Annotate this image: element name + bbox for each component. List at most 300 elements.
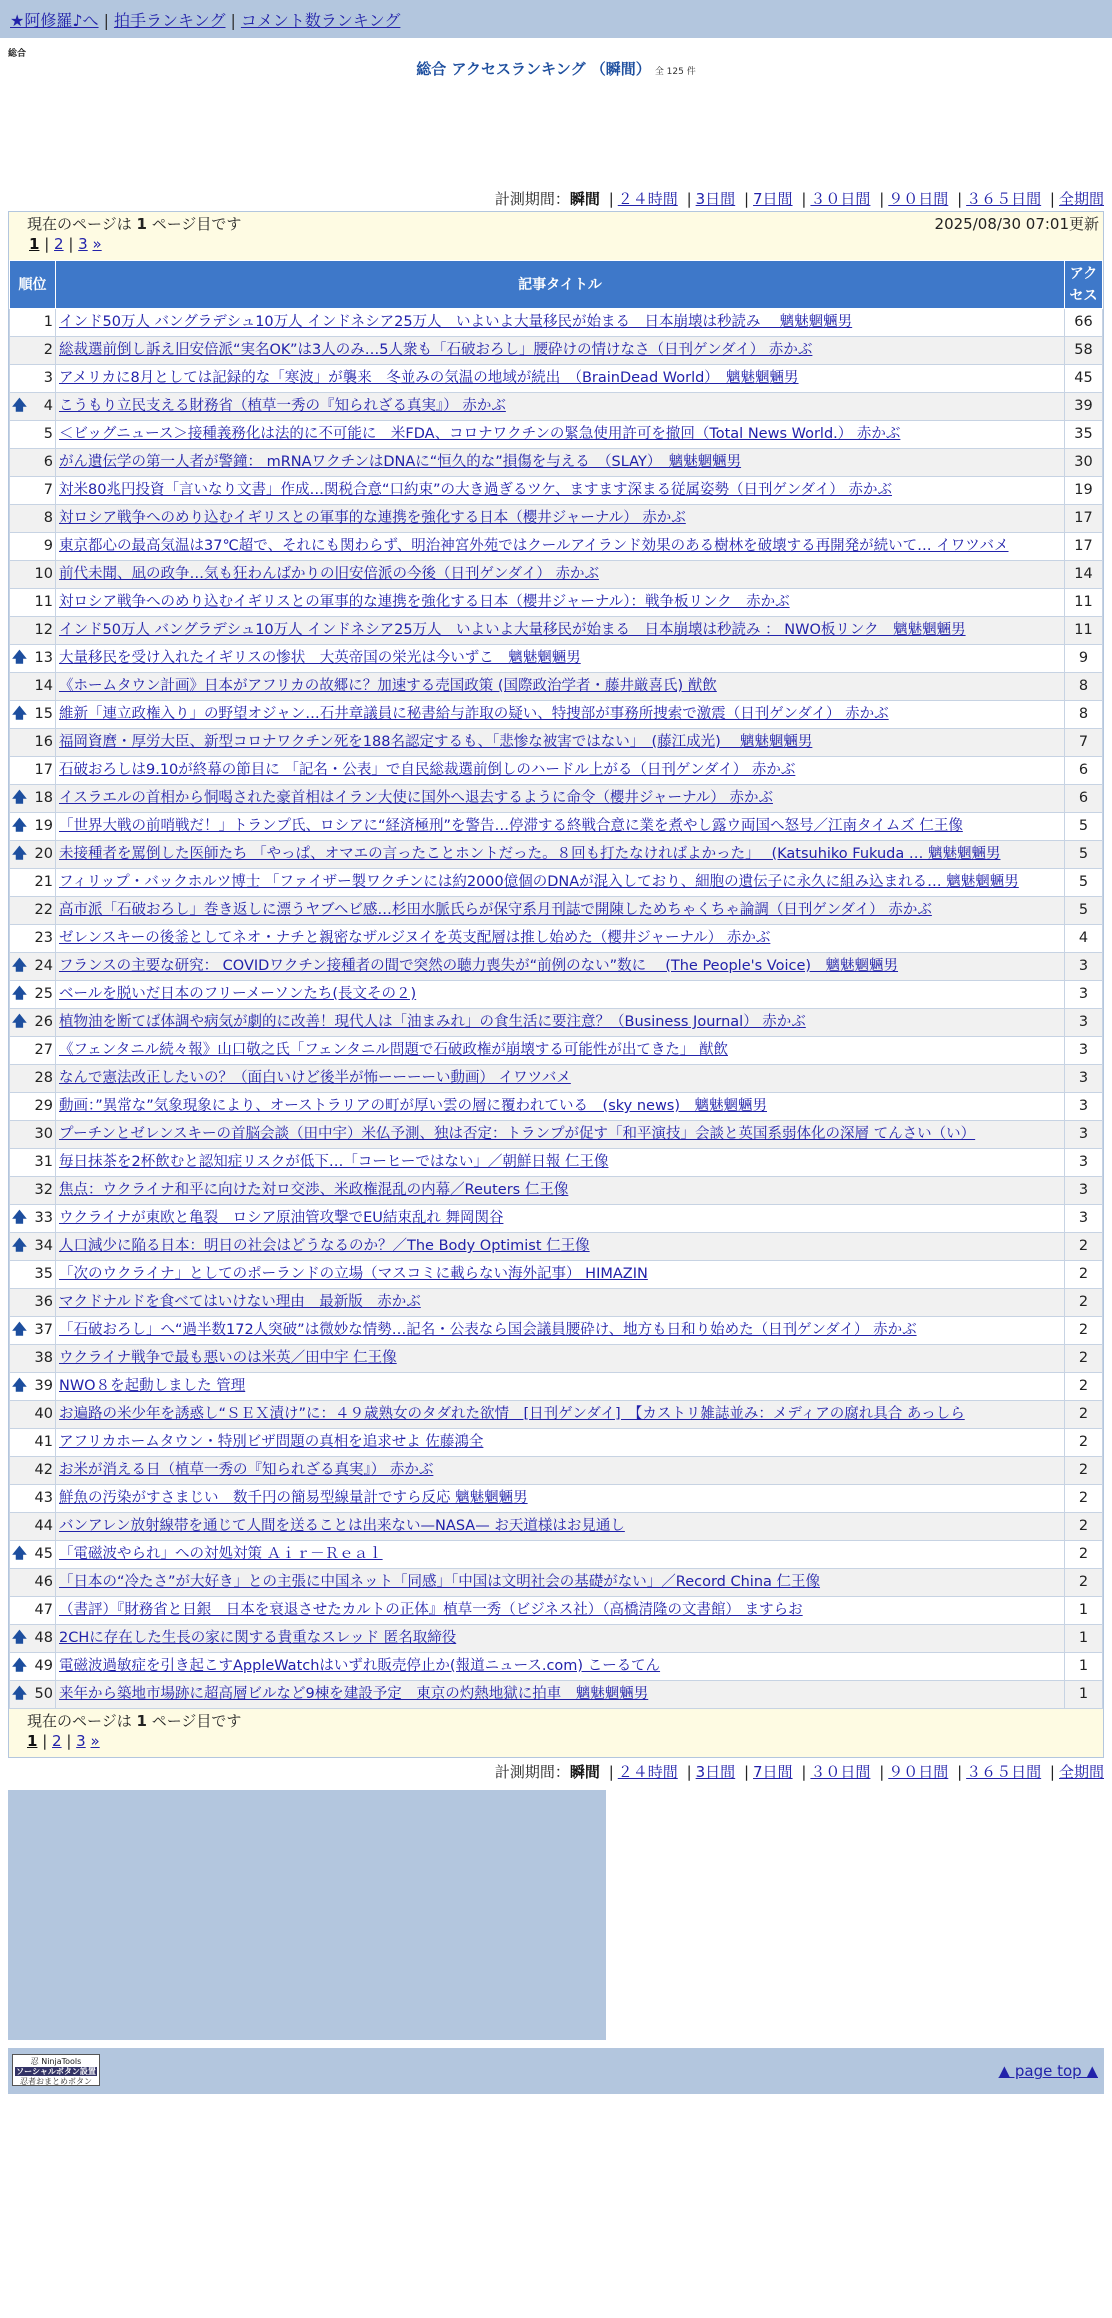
rank-number: 2 [43, 342, 53, 358]
rank-cell [10, 617, 56, 645]
period-24h-bottom[interactable]: ２４時間 [617, 1763, 678, 1781]
access-count: 5 [1065, 841, 1103, 869]
rank-cell [10, 1401, 56, 1429]
access-count: 17 [1065, 505, 1103, 533]
access-count: 3 [1065, 1093, 1103, 1121]
period-selector-top: 計測期間：瞬間 | ２４時間 | 3日間 | 7日間 | ３０日間 | ９０日間 | ３６５日間 | 全期間 [494, 190, 1104, 208]
article-link[interactable]: 来年から築地市場跡に超高層ビルなど9棟を建設予定 東京の灼熱地獄に拍車 魑魅魍魎男 [59, 1686, 649, 1702]
rank-cell [10, 869, 56, 897]
table-row [10, 1093, 1103, 1121]
rank-cell [10, 1289, 56, 1317]
rank-number: 36 [34, 1294, 53, 1310]
title-cell [56, 1457, 1065, 1485]
table-row [10, 1513, 1103, 1541]
ad-banner[interactable] [8, 1790, 606, 2040]
column-rank: 順位 [10, 261, 56, 309]
access-count: 5 [1065, 897, 1103, 925]
page-links-bottom: 1 | 2 | 3 » [27, 1732, 100, 1750]
rank-cell [10, 981, 56, 1009]
article-link[interactable]: ウクライナ戦争で最も悪いのは米英／田中宇 仁王像 [59, 1350, 397, 1366]
title-cell [56, 1149, 1065, 1177]
table-row [10, 757, 1103, 785]
table-row [10, 1373, 1103, 1401]
article-link[interactable]: 対ロシア戦争へのめり込むイギリスとの軍事的な連携を強化する日本（櫻井ジャーナル） 赤かぶ [59, 510, 686, 526]
rank-cell [10, 1513, 56, 1541]
rank-number: 11 [34, 594, 53, 610]
article-link[interactable]: NWO８を起動しました 管理 [59, 1378, 246, 1394]
table-row [10, 1345, 1103, 1373]
table-row [10, 1261, 1103, 1289]
column-title: 記事タイトル [56, 261, 1065, 309]
article-link[interactable]: ベールを脱いだ日本のフリーメーソンたち(長文その２) [59, 986, 417, 1002]
rank-number: 44 [34, 1518, 53, 1534]
table-row [10, 1065, 1103, 1093]
rank-number: 28 [34, 1070, 53, 1086]
title-cell [56, 1429, 1065, 1457]
title-cell [56, 589, 1065, 617]
table-row [10, 617, 1103, 645]
period-24h[interactable]: ２４時間 [617, 190, 678, 208]
table-row [10, 897, 1103, 925]
rank-cell [10, 729, 56, 757]
article-link[interactable]: 電磁波過敏症を引き起こすAppleWatchはいずれ販売停止か(報道ニュース.com) こーるてん [59, 1658, 661, 1674]
article-link[interactable]: 「電磁波やられ」への対処対策 Ａｉｒ－Ｒｅａｌ [59, 1546, 383, 1562]
article-link[interactable]: 未接種者を罵倒した医師たち 「やっぱ、オマエの言ったことホントだった。８回も打たなければよかった」 (Katsuhiko Fukuda … 魑魅魍魎男 [59, 846, 1001, 862]
article-link[interactable]: 焦点：ウクライナ和平に向けた対ロ交渉、米政権混乱の内幕／Reuters 仁王像 [59, 1182, 569, 1198]
article-link[interactable]: 対ロシア戦争へのめり込むイギリスとの軍事的な連携を強化する日本（櫻井ジャーナル）：戦争板リンク 赤かぶ [59, 594, 790, 610]
article-link[interactable]: バンアレン放射線帯を通じて人間を送ることは出来ない—NASA— お天道様はお見通し [59, 1518, 625, 1534]
article-link[interactable]: プーチンとゼレンスキーの首脳会談（田中宇）米仏予測、独は否定：トランプが促す「和平演技」会談と英国系弱体化の深層 てんさい（い） [59, 1126, 976, 1142]
rank-up-icon: 🡅 [12, 790, 27, 806]
article-link[interactable]: 鮮魚の汚染がすさまじい 数千円の簡易型線量計ですら反応 魑魅魍魎男 [59, 1490, 528, 1506]
rank-cell [10, 421, 56, 449]
table-row [10, 365, 1103, 393]
period-all[interactable]: 全期間 [1058, 190, 1104, 208]
title-cell [56, 729, 1065, 757]
article-link[interactable]: ウクライナが東欧と亀裂 ロシア原油管攻撃でEU結束乱れ 舞岡関谷 [59, 1210, 504, 1226]
period-90d-bottom[interactable]: ９０日間 [888, 1763, 949, 1781]
period-all-bottom[interactable]: 全期間 [1058, 1763, 1104, 1781]
title-cell [56, 1317, 1065, 1345]
access-count: 2 [1065, 1401, 1103, 1429]
table-header-row [10, 261, 1103, 309]
access-count: 8 [1065, 673, 1103, 701]
rank-cell [10, 477, 56, 505]
article-link[interactable]: 高市派「石破おろし」巻き返しに漂うヤブヘビ感…杉田水脈氏らが保守系月刊誌で開陳しためちゃくちゃ論調（日刊ゲンダイ） 赤かぶ [59, 902, 932, 918]
ninja-line-2: ソーシャルボタン設置 [16, 2067, 96, 2076]
rank-number: 48 [34, 1630, 53, 1646]
article-link[interactable]: 石破おろしは9.10が終幕の節目に 「記名・公表」で自民総裁選前倒しのハードル上がる（日刊ゲンダイ） 赤かぶ [59, 762, 796, 778]
access-count: 4 [1065, 925, 1103, 953]
table-row [10, 505, 1103, 533]
rank-cell [10, 1317, 56, 1345]
access-count: 45 [1065, 365, 1103, 393]
rank-cell [10, 533, 56, 561]
article-link[interactable]: 維新「連立政権入り」の野望オジャン…石井章議員に秘書給与詐取の疑い、特捜部が事務所捜索で激震（日刊ゲンダイ） 赤かぶ [59, 706, 889, 722]
article-link[interactable]: 「石破おろし」へ“過半数172人突破”は微妙な情勢…記名・公表なら国会議員腰砕け、地方も日和り始めた（日刊ゲンダイ） 赤かぶ [59, 1322, 917, 1338]
access-count: 35 [1065, 421, 1103, 449]
rank-up-icon: 🡅 [12, 958, 27, 974]
access-count: 14 [1065, 561, 1103, 589]
period-7d[interactable]: 7日間 [753, 190, 793, 208]
table-row [10, 449, 1103, 477]
title-cell [56, 1009, 1065, 1037]
table-row [10, 1681, 1103, 1709]
rank-number: 18 [34, 790, 53, 806]
table-row [10, 785, 1103, 813]
article-link[interactable]: 「世界大戦の前哨戦だ！」トランプ氏、ロシアに“経済極刑”を警告…停滞する終戦合意に業を煮やし露ウ両国へ怒号／江南タイムズ 仁王像 [59, 818, 963, 834]
access-count: 7 [1065, 729, 1103, 757]
page-1-link[interactable]: 1 [29, 235, 40, 253]
article-link[interactable]: お米が消える日（植草一秀の『知られざる真実』） 赤かぶ [59, 1462, 434, 1478]
article-link[interactable]: ＜ビッグニュース＞接種義務化は法的に不可能に 米FDA、コロナワクチンの緊急使用許可を撤回（Total News World.） 赤かぶ [59, 426, 901, 442]
period-3d-bottom[interactable]: 3日間 [695, 1763, 736, 1781]
article-link[interactable]: インド50万人 バングラデシュ10万人 インドネシア25万人 いよいよ大量移民が始まる 日本崩壊は秒読み ： NWO板リンク 魑魅魍魎男 [59, 622, 966, 638]
title-cell [56, 449, 1065, 477]
rank-number: 46 [34, 1574, 53, 1590]
period-current-bottom: 瞬間 [569, 1763, 600, 1781]
article-link[interactable]: 人口減少に陥る日本：明日の社会はどうなるのか？／The Body Optimist 仁王像 [59, 1238, 590, 1254]
article-link[interactable]: イスラエルの首相から恫喝された豪首相はイラン大使に国外へ退去するように命令（櫻井ジャーナル） 赤かぶ [59, 790, 773, 806]
rank-cell [10, 1037, 56, 1065]
rank-cell [10, 505, 56, 533]
article-link[interactable]: 前代未聞、凪の政争…気も狂わんばかりの旧安倍派の今後（日刊ゲンダイ） 赤かぶ [59, 566, 599, 582]
article-link[interactable]: こうもり立民支える財務省（植草一秀の『知られざる真実』） 赤かぶ [59, 398, 506, 414]
rank-number: 13 [34, 650, 53, 666]
rank-cell [10, 1149, 56, 1177]
rank-number: 5 [43, 426, 53, 442]
rank-number: 38 [34, 1350, 53, 1366]
pager-top [9, 212, 1103, 260]
title-cell [56, 1625, 1065, 1653]
period-current: 瞬間 [569, 190, 600, 208]
title-cell [56, 1345, 1065, 1373]
page-2-link[interactable]: 2 [54, 235, 64, 253]
table-row [10, 1429, 1103, 1457]
article-link[interactable]: 東京都心の最高気温は37℃超で、それにも関わらず、明治神宮外苑ではクールアイランド効果のある樹林を破壊する再開発が続いて… イワツバメ [59, 538, 1009, 554]
period-3d[interactable]: 3日間 [695, 190, 736, 208]
rank-up-icon: 🡅 [12, 846, 27, 862]
article-link[interactable]: 《ホームタウン計画》日本がアフリカの故郷に？加速する売国政策 (国際政治学者・藤井厳喜氏) 猷飲 [59, 678, 717, 694]
rank-cell [10, 813, 56, 841]
rank-cell [10, 701, 56, 729]
page-title [0, 60, 1112, 90]
title-cell [56, 1597, 1065, 1625]
page-top-link[interactable]: ▲ page top ▲ [998, 2062, 1098, 2080]
title-cell [56, 1289, 1065, 1317]
pager-bottom [9, 1709, 1103, 1757]
title-cell [56, 897, 1065, 925]
access-count: 1 [1065, 1625, 1103, 1653]
rank-up-icon: 🡅 [12, 1630, 27, 1646]
rank-number: 39 [34, 1378, 53, 1394]
access-count: 3 [1065, 953, 1103, 981]
rank-cell [10, 337, 56, 365]
rank-cell [10, 645, 56, 673]
page-3-link-bottom[interactable]: 3 [76, 1732, 86, 1750]
top-nav [0, 0, 1112, 38]
page-1-link-bottom[interactable]: 1 [27, 1732, 38, 1750]
rank-number: 49 [34, 1658, 53, 1674]
rank-number: 3 [43, 370, 53, 386]
access-count: 2 [1065, 1345, 1103, 1373]
access-count: 11 [1065, 617, 1103, 645]
rank-number: 34 [34, 1238, 53, 1254]
table-row [10, 309, 1103, 337]
article-link[interactable]: （書評）『財務省と日銀 日本を衰退させたカルトの正体』植草一秀（ビジネス社）（高橋清隆の文書館） ますらお [59, 1602, 803, 1618]
title-cell [56, 841, 1065, 869]
table-row [10, 673, 1103, 701]
footer [8, 2048, 1104, 2094]
access-count: 3 [1065, 1121, 1103, 1149]
title-cell [56, 673, 1065, 701]
rank-number: 15 [34, 706, 53, 722]
access-count: 8 [1065, 701, 1103, 729]
rank-cell [10, 1121, 56, 1149]
article-link[interactable]: 大量移民を受け入れたイギリスの惨状 大英帝国の栄光は今いずこ 魑魅魍魎男 [59, 650, 581, 666]
rank-number: 9 [43, 538, 53, 554]
article-link[interactable]: 対米80兆円投資「言いなり文書」作成…関税合意“口約束”の大き過ぎるツケ、ますます深まる従属姿勢（日刊ゲンダイ） 赤かぶ [59, 482, 892, 498]
table-row [10, 393, 1103, 421]
rank-cell [10, 1093, 56, 1121]
period-365d-bottom[interactable]: ３６５日間 [966, 1763, 1042, 1781]
page-3-link[interactable]: 3 [78, 235, 88, 253]
table-row [10, 561, 1103, 589]
article-link[interactable]: マクドナルドを食べてはいけない理由 最新版 赤かぶ [59, 1294, 421, 1310]
rank-cell [10, 1205, 56, 1233]
rank-cell [10, 1345, 56, 1373]
access-count: 9 [1065, 645, 1103, 673]
access-count: 11 [1065, 589, 1103, 617]
rank-number: 8 [43, 510, 53, 526]
rank-number: 1 [43, 314, 53, 330]
nav-separator: | [230, 11, 236, 30]
access-count: 2 [1065, 1541, 1103, 1569]
rank-number: 14 [34, 678, 53, 694]
title-cell [56, 1261, 1065, 1289]
table-row [10, 1457, 1103, 1485]
table-row [10, 701, 1103, 729]
access-count: 3 [1065, 1009, 1103, 1037]
access-count: 3 [1065, 981, 1103, 1009]
title-cell [56, 505, 1065, 533]
article-link[interactable]: 毎日抹茶を2杯飲むと認知症リスクが低下…「コーヒーではない」／朝鮮日報 仁王像 [59, 1154, 609, 1170]
article-link[interactable]: フランスの主要な研究： COVIDワクチン接種者の間で突然の聴力喪失が“前例のない”数に (The People's Voice) 魑魅魍魎男 [59, 958, 899, 974]
rank-cell [10, 393, 56, 421]
access-count: 6 [1065, 757, 1103, 785]
article-link[interactable]: 植物油を断てば体調や病気が劇的に改善！現代人は「油まみれ」の食生活に要注意？（Business Journal） 赤かぶ [59, 1014, 806, 1030]
article-link[interactable]: インド50万人 バングラデシュ10万人 インドネシア25万人 いよいよ大量移民が始まる 日本崩壊は秒読み 魑魅魍魎男 [59, 314, 853, 330]
title-cell [56, 561, 1065, 589]
rank-cell [10, 1177, 56, 1205]
page-next-link-bottom[interactable]: » [90, 1732, 100, 1750]
rank-up-icon: 🡅 [12, 1014, 27, 1030]
title-cell [56, 1513, 1065, 1541]
title-cell [56, 701, 1065, 729]
access-count: 3 [1065, 1149, 1103, 1177]
page-2-link-bottom[interactable]: 2 [52, 1732, 62, 1750]
table-row [10, 1569, 1103, 1597]
access-count: 1 [1065, 1653, 1103, 1681]
period-label-bottom: 計測期間： [494, 1763, 570, 1781]
title-cell [56, 785, 1065, 813]
rank-number: 43 [34, 1490, 53, 1506]
rank-number: 25 [34, 986, 53, 1002]
rank-cell [10, 1009, 56, 1037]
article-link[interactable]: 2CHに存在した生長の家に関する貴重なスレッド 匿名取締役 [59, 1630, 457, 1646]
nav-home-link[interactable]: ★阿修羅♪へ [10, 11, 99, 30]
title-cell [56, 981, 1065, 1009]
rank-cell [10, 1625, 56, 1653]
title-cell [56, 393, 1065, 421]
access-count: 19 [1065, 477, 1103, 505]
nav-applause-link[interactable]: 拍手ランキング [113, 11, 226, 30]
rank-cell [10, 841, 56, 869]
rank-cell [10, 785, 56, 813]
rank-cell [10, 1569, 56, 1597]
rank-up-icon: 🡅 [12, 650, 27, 666]
access-count: 2 [1065, 1429, 1103, 1457]
period-30d-bottom[interactable]: ３０日間 [810, 1763, 871, 1781]
article-link[interactable]: 動画：”異常な”気象現象により、オーストラリアの町が厚い雲の層に覆われている (sky news) 魑魅魍魎男 [59, 1098, 768, 1114]
table-row [10, 869, 1103, 897]
title-cell [56, 1681, 1065, 1709]
access-count: 2 [1065, 1233, 1103, 1261]
access-count: 2 [1065, 1457, 1103, 1485]
rank-number: 42 [34, 1462, 53, 1478]
title-cell [56, 869, 1065, 897]
rank-cell [10, 589, 56, 617]
rank-number: 20 [34, 846, 53, 862]
rank-up-icon: 🡅 [12, 706, 27, 722]
article-link[interactable]: がん遺伝学の第一人者が警鐘： mRNAワクチンはDNAに“恒久的な”損傷を与える （SLAY） 魑魅魍魎男 [59, 454, 742, 470]
rank-number: 33 [34, 1210, 53, 1226]
article-link[interactable]: 福岡資麿・厚労大臣、新型コロナワクチン死を188名認定するも、「悲惨な被害ではない」 (藤江成光) 魑魅魍魎男 [59, 734, 813, 750]
title-cell [56, 365, 1065, 393]
title-cell [56, 757, 1065, 785]
table-row [10, 533, 1103, 561]
article-link[interactable]: アメリカに8月としては記録的な「寒波」が襲来 冬並みの気温の地域が続出 （BrainDead World） 魑魅魍魎男 [59, 370, 799, 386]
ninja-tools-badge[interactable] [12, 2054, 100, 2086]
title-cell [56, 337, 1065, 365]
rank-cell [10, 1429, 56, 1457]
title-cell [56, 1653, 1065, 1681]
access-count: 3 [1065, 1065, 1103, 1093]
table-row [10, 841, 1103, 869]
current-page-info-bottom: 現在のページは 1 ページ目です [27, 1712, 242, 1730]
period-7d-bottom[interactable]: 7日間 [753, 1763, 793, 1781]
ranking-rows [10, 309, 1103, 1709]
rank-cell [10, 561, 56, 589]
rank-number: 10 [34, 566, 53, 582]
access-count: 3 [1065, 1177, 1103, 1205]
title-cell [56, 421, 1065, 449]
rank-cell [10, 1261, 56, 1289]
rank-cell [10, 1653, 56, 1681]
article-link[interactable]: フィリップ・バックホルツ博士 「ファイザー製ワクチンには約2000億個のDNAが混入しており、細胞の遺伝子に永久に組み込まれる… 魑魅魍魎男 [59, 874, 1019, 890]
article-link[interactable]: 総裁選前倒し訴え旧安倍派“実名OK”は3人のみ…5人衆も「石破おろし」腰砕けの情けなさ（日刊ゲンダイ） 赤かぶ [59, 342, 813, 358]
article-link[interactable]: 「日本の“冷たさ”が大好き」との主張に中国ネット「同感」「中国は文明社会の基礎がない」／Record China 仁王像 [59, 1574, 821, 1590]
access-count: 6 [1065, 785, 1103, 813]
rank-cell [10, 309, 56, 337]
access-count: 2 [1065, 1261, 1103, 1289]
access-count: 5 [1065, 813, 1103, 841]
nav-separator: | [103, 11, 109, 30]
access-count: 1 [1065, 1681, 1103, 1709]
period-30d[interactable]: ３０日間 [810, 190, 871, 208]
article-link[interactable]: 「次のウクライナ」としてのポーランドの立場（マスコミに載らない海外記事） HIMAZIN [59, 1266, 648, 1282]
title-cell [56, 1093, 1065, 1121]
rank-number: 22 [34, 902, 53, 918]
article-link[interactable]: ゼレンスキーの後釜としてネオ・ナチと親密なザルジヌイを英支配層は推し始めた（櫻井ジャーナル） 赤かぶ [59, 930, 771, 946]
access-count: 58 [1065, 337, 1103, 365]
table-row [10, 1653, 1103, 1681]
rank-number: 21 [34, 874, 53, 890]
rank-number: 30 [34, 1126, 53, 1142]
rank-number: 27 [34, 1042, 53, 1058]
rank-number: 17 [34, 762, 53, 778]
table-row [10, 1541, 1103, 1569]
access-count: 17 [1065, 533, 1103, 561]
rank-number: 7 [43, 482, 53, 498]
table-row [10, 1317, 1103, 1345]
rank-up-icon: 🡅 [12, 818, 27, 834]
period-90d[interactable]: ９０日間 [888, 190, 949, 208]
nav-comments-link[interactable]: コメント数ランキング [240, 11, 401, 30]
rank-number: 6 [43, 454, 53, 470]
page-next-link[interactable]: » [92, 235, 102, 253]
title-cell [56, 925, 1065, 953]
rank-up-icon: 🡅 [12, 1238, 27, 1254]
title-cell [56, 1065, 1065, 1093]
rank-cell [10, 1233, 56, 1261]
title-cell [56, 1569, 1065, 1597]
rank-up-icon: 🡅 [12, 1322, 27, 1338]
period-365d[interactable]: ３６５日間 [966, 190, 1042, 208]
rank-cell [10, 1681, 56, 1709]
access-count: 2 [1065, 1317, 1103, 1345]
table-row [10, 1401, 1103, 1429]
rank-cell [10, 1485, 56, 1513]
title-cell [56, 1401, 1065, 1429]
total-count: 全 125 件 [654, 67, 696, 77]
section-tag: 総合 [8, 49, 27, 59]
rank-number: 47 [34, 1602, 53, 1618]
page-links: 1 | 2 | 3 » [29, 235, 102, 253]
table-row [10, 589, 1103, 617]
title-cell [56, 1177, 1065, 1205]
article-link[interactable]: アフリカホームタウン・特別ビザ問題の真相を追求せよ 佐藤鴻全 [59, 1434, 484, 1450]
table-row [10, 1289, 1103, 1317]
table-row [10, 925, 1103, 953]
table-row [10, 1177, 1103, 1205]
article-link[interactable]: 《フェンタニル続々報》山口敬之氏「フェンタニル問題で石破政権が崩壊する可能性が出てきた」 猷飲 [59, 1042, 728, 1058]
title-cell [56, 1121, 1065, 1149]
table-row [10, 953, 1103, 981]
title-cell [56, 477, 1065, 505]
access-count: 1 [1065, 1597, 1103, 1625]
table-row [10, 1233, 1103, 1261]
access-count: 39 [1065, 393, 1103, 421]
article-link[interactable]: お遍路の米少年を誘惑し“ＳＥＸ漬け”に：４９歳熟女のタダれた欲情 [日刊ゲンダイ] 【カストリ雑誌並み：メディアの腐れ具合 あっしら [59, 1406, 965, 1422]
table-row [10, 813, 1103, 841]
access-count: 2 [1065, 1485, 1103, 1513]
table-row [10, 981, 1103, 1009]
title-cell [56, 1373, 1065, 1401]
table-row [10, 729, 1103, 757]
article-link[interactable]: なんで憲法改正したいの？（面白いけど後半が怖ーーーーい動画） イワツバメ [59, 1070, 571, 1086]
column-access: アクセス [1065, 261, 1103, 309]
